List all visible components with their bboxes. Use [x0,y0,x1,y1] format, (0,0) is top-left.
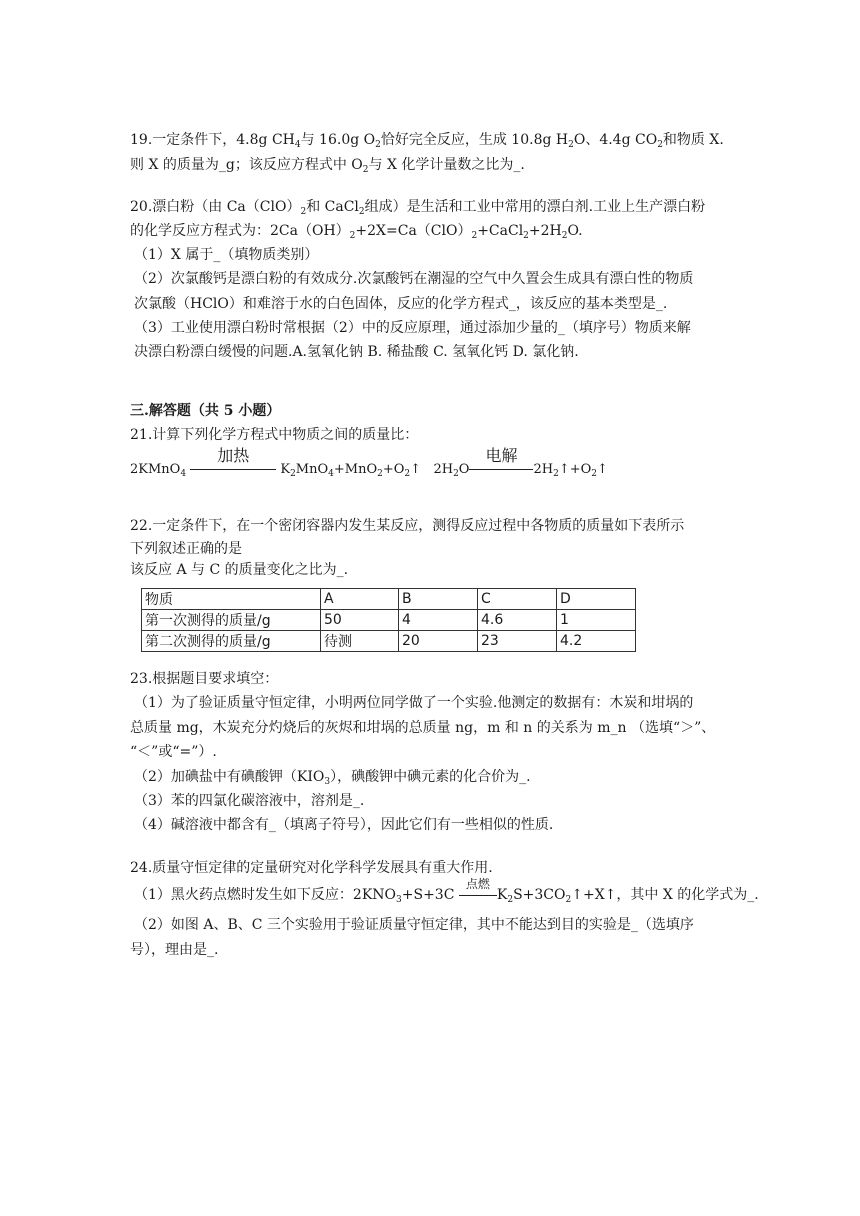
q23-sub-2: （2）加碘盐中有碘酸钾$(KIO_3)$，碘酸钾中碘元素的化合价为_. [134,769,531,787]
table-cell: B [399,589,478,610]
q20-sub-2-line-1: （2）次氯酸钙是漂白粉的有效成分.次氯酸钙在潮湿的空气中久置会生成具有漂白性的物质 [134,271,694,287]
table-cell: 1 [557,610,636,631]
section-3-heading: 三.解答题（共 5 小题） [130,403,281,419]
q21-text: 21.计算下列化学方程式中物质之间的质量比： [130,427,419,443]
q23-sub-1-line-2: 总质量 mg，木炭充分灼烧后的灰烬和坩埚的总质量 ng，m 和 n 的关系为 m_n （选填“＞”、 [130,720,716,736]
table-cell: 第二次测得的质量/g [142,631,321,652]
eq1-condition: 加热 [190,462,276,477]
table-cell: 4 [399,610,478,631]
q20-sub-1: （1）X 属于_（填物质类别） [134,247,319,263]
table-cell: 23 [478,631,557,652]
table-cell: 50 [321,610,399,631]
eq1-right: $K_2MnO_4+MnO_2+O_2↑$ [280,462,422,479]
table-cell: 4.2 [557,631,636,652]
q24-sub-2-line-2: 号），理由是_. [130,942,219,958]
q20-line-1: 20.漂白粉（由 $Ca(ClO)_2$和 CaCl$_2$组成）是生活和工业中常用的漂白剂.工业上生产漂白粉 [130,199,706,217]
q24-sub-2-line-1: （2）如图 A、B、C 三个实验用于验证质量守恒定律，其中不能达到目的实验是_（选填序 [134,917,694,933]
q19-line-2: 则 X 的质量为_g；该反应方程式中 $O_2$与 X 化学计量数之比为_. [130,157,525,175]
q20-line-2: 的化学反应方程式为：$2Ca(OH)_2+2X=Ca(ClO)_2+CaCl_2+2H_2O$. [130,223,583,241]
table-cell: 4.6 [478,610,557,631]
table-header-row [142,589,636,610]
eq2-right: $2H_2↑+O_2↑$ [533,462,608,479]
q24-condition: 点燃 [459,886,497,904]
table-row [142,610,636,631]
table-row [142,631,636,652]
q19-line-1: 19.一定条件下，4.8g $CH_4$与 16.0g $O_2$恰好完全反应，生成 10.8g $H_2O$、4.4g $CO_2$和物质 X. [130,132,724,150]
q23-sub-1-line-3: “＜”或“=”）. [130,744,217,760]
q23-sub-3: （3）苯的四氯化碳溶液中，溶剂是_. [134,793,365,809]
q21-equations [130,446,608,479]
q22-line-3: 该反应 A 与 C 的质量变化之比为_. [130,562,349,578]
table-cell: 物质 [142,589,321,610]
q20-sub-3-line-2: 决漂白粉漂白缓慢的问题.A.氢氧化钠 B. 稀盐酸 C. 氢氧化钙 D. 氯化钠. [134,344,579,360]
q23-title: 23.根据题目要求填空： [130,671,279,687]
q22-line-1: 22.一定条件下，在一个密闭容器内发生某反应，测得反应过程中各物质的质量如下表所示 [130,518,685,534]
q24-title: 24.质量守恒定律的定量研究对化学科学发展具有重大作用. [130,860,493,876]
q20-sub-3-line-1: （3）工业使用漂白粉时常根据（2）中的反应原理，通过添加少量的_（填序号）物质来解 [134,320,691,336]
table-cell: 20 [399,631,478,652]
q23-sub-1-line-1: （1）为了验证质量守恒定律，小明两位同学做了一个实验.他测定的数据有：木炭和坩埚的 [134,695,694,711]
table-cell: D [557,589,636,610]
table-cell: 第一次测得的质量/g [142,610,321,631]
table-cell: A [321,589,399,610]
q22-data-table [141,588,636,652]
eq1-left: 2KMnO$_4$ [130,462,187,479]
q24-sub-1: （1）黑火药点燃时发生如下反应：$2KNO_3+S+3C$ 点燃 $K_2S+3CO_2↑+X↑$，其中 X 的化学式为_. [134,877,759,905]
q22-line-2: 下列叙述正确的是 [130,541,242,557]
table-cell: 待测 [321,631,399,652]
eq2-condition: 电解 [469,462,533,477]
table-cell: C [478,589,557,610]
q23-sub-4: （4）碱溶液中都含有_（填离子符号），因此它们有一些相似的性质. [134,817,554,833]
eq2-left: $2H_2O$ [433,462,470,479]
q20-sub-2-line-2: 次氯酸（HClO）和难溶于水的白色固体，反应的化学方程式_，该反应的基本类型是_. [134,296,668,312]
